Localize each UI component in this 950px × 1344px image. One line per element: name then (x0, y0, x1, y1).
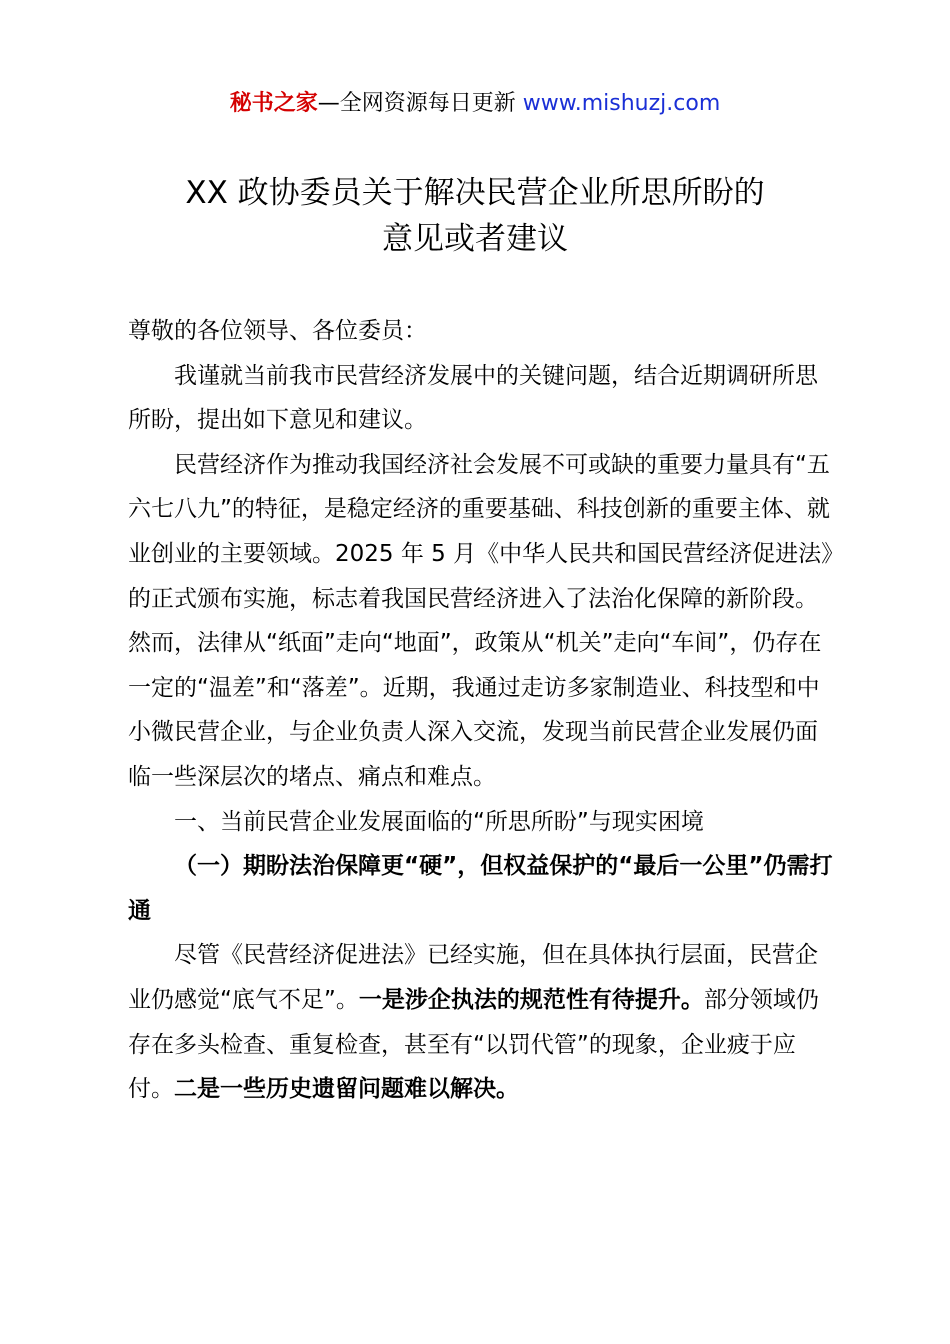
intro-paragraph: 我谨就当前我市民营经济发展中的关键问题，结合近期调研所思所盼，提出如下意见和建议。 (128, 362, 818, 434)
body-bold-point-1: 一是涉企执法的规范性有待提升。 (358, 986, 704, 1013)
subsection-heading-1: （一）期盼法治保障更“硬”，但权益保护的“最后一公里”仍需打通 (128, 853, 833, 924)
site-url-link[interactable]: www.mishuzj.com (522, 91, 721, 116)
body-text-part-1: 尽管《民营经济促进法》已经实施，但在具体执行层面，民营企业仍感觉“底气不足”。 (128, 942, 818, 1013)
section-heading-1: 一、当前民营企业发展面临的“所思所盼”与现实困境 (174, 808, 704, 835)
title-line-2: 意见或者建议 (382, 221, 568, 257)
body-text-part-2: 部分领域仍存在多头检查、重复检查，甚至有“以罚代管”的现象，企业疲于应付。 (128, 986, 819, 1103)
header-tagline: —全网资源每日更新 (317, 91, 523, 116)
context-paragraph: 民营经济作为推动我国经济社会发展不可或缺的重要力量具有“五六七八九”的特征，是稳定经济的重要基础、科技创新的重要主体、就业创业的主要领域。2025 年 5 月《中华人民共和国民营经济促进法》的正式颁布实施，标志着我国民营经济进入了法治化保障的新阶段。然而，法律从“纸面”走向“地面”，政策从“机关”走向“车间”，仍存在一定的“温差”和“落差”。近期，我通过走访多家制造业、科技型和中小微民营企业，与企业负责人深入交流，发现当前民营企业发展仍面临一些深层次的堵点、痛点和难点。 (128, 451, 833, 790)
site-header (0, 88, 950, 120)
body-bold-point-2: 二是一些历史遗留问题难以解决。 (174, 1076, 519, 1103)
brand-name: 秘书之家 (229, 91, 318, 116)
salutation: 尊敬的各位领导、各位委员： (128, 318, 427, 344)
title-line-1: XX 政协委员关于解决民营企业所思所盼的 (185, 175, 765, 211)
document-title (0, 170, 950, 262)
body-paragraph (128, 933, 838, 1111)
document-body (128, 309, 838, 1112)
